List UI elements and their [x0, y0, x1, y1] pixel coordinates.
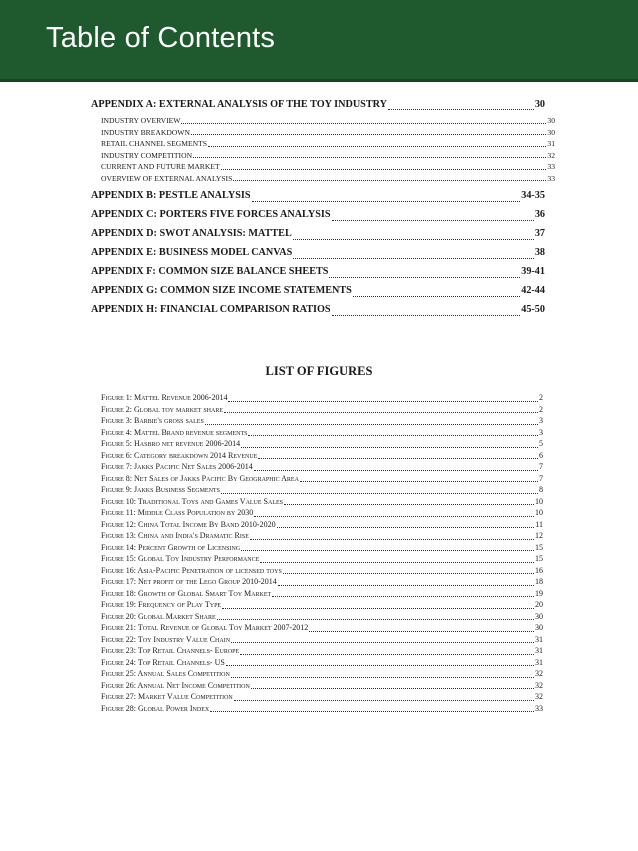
dot-leader	[221, 493, 538, 494]
dot-leader	[228, 401, 538, 402]
dot-leader	[234, 700, 534, 701]
toc-subentry[interactable]	[91, 127, 555, 139]
dot-leader	[226, 665, 534, 666]
dot-leader	[240, 654, 534, 655]
entry-label: APPENDIX B: PESTLE ANALYSIS	[91, 190, 251, 201]
entry-label: Figure 20: Global Market Share	[101, 611, 216, 621]
entry-page: 2	[539, 404, 543, 414]
entry-label: Figure 13: China and India's Dramatic Rise	[101, 531, 249, 540]
figure-entry[interactable]	[101, 645, 543, 657]
figure-entry[interactable]	[101, 542, 543, 554]
entry-page: 32	[535, 692, 543, 701]
table-of-contents	[91, 97, 555, 319]
entry-label: Figure 28: Global Power Index	[101, 703, 210, 713]
entry-label: APPENDIX H: FINANCIAL COMPARISON RATIOS	[91, 304, 331, 315]
entry-page: 3	[539, 427, 543, 437]
dot-leader	[283, 573, 534, 574]
figure-entry[interactable]	[101, 691, 543, 703]
toc-entry-appendix[interactable]	[91, 281, 545, 300]
entry-label: APPENDIX C: PORTERS FIVE FORCES ANALYSIS	[91, 209, 331, 220]
toc-subentry[interactable]	[91, 115, 555, 127]
entry-label: RETAIL CHANNEL SEGMENTS	[101, 139, 207, 148]
dot-leader	[353, 296, 520, 297]
dot-leader	[300, 481, 538, 482]
toc-subentry[interactable]	[91, 173, 555, 185]
page-title: Table of Contents	[46, 22, 276, 54]
entry-page: 31	[535, 634, 543, 644]
dot-leader	[217, 619, 534, 620]
entry-label: CURRENT AND FUTURE MARKET	[101, 162, 220, 171]
figure-entry[interactable]	[101, 404, 543, 416]
dot-leader	[233, 180, 546, 181]
entry-label: Figure 7: Jakks Pacific Net Sales 2006-2014	[101, 462, 253, 471]
dot-leader	[241, 550, 534, 551]
dot-leader	[181, 123, 546, 124]
figure-entry[interactable]	[101, 657, 543, 669]
toc-entry-page: 30	[534, 99, 545, 110]
figure-entry[interactable]	[101, 588, 543, 600]
toc-entry-appendix[interactable]	[91, 186, 545, 205]
entry-page: 15	[535, 542, 543, 552]
entry-page: 33	[547, 173, 555, 183]
toc-appendices	[91, 186, 545, 319]
entry-page: 38	[534, 247, 545, 258]
dot-leader	[332, 315, 521, 316]
entry-label: APPENDIX G: COMMON SIZE INCOME STATEMENTS	[91, 285, 352, 296]
list-of-figures	[101, 392, 543, 714]
dot-leader	[224, 412, 538, 413]
entry-label: OVERVIEW OF EXTERNAL ANALYSIS	[101, 173, 233, 183]
dot-leader	[221, 169, 547, 170]
entry-page: 33	[535, 703, 543, 713]
entry-page: 10	[535, 496, 543, 506]
entry-page: 32	[535, 669, 543, 678]
list-of-figures-title: LIST OF FIGURES	[265, 364, 373, 378]
toc-entry-appendix-a[interactable]	[91, 97, 545, 113]
figure-entry[interactable]	[101, 565, 543, 577]
entry-label: INDUSTRY BREAKDOWN	[101, 127, 190, 137]
entry-label: Figure 22: Toy Industry Value Chain	[101, 634, 231, 644]
dot-leader	[222, 608, 534, 609]
entry-label: Figure 6: Category breakdown 2014 Revenue	[101, 450, 258, 460]
entry-label: Figure 11: Middle Class Population by 2030	[101, 508, 254, 517]
figure-entry[interactable]	[101, 507, 543, 519]
figure-entry[interactable]	[101, 622, 543, 634]
dot-leader	[210, 711, 534, 712]
entry-page: 18	[535, 577, 543, 586]
entry-label: Figure 12: China Total Income By Band 2010-2020	[101, 519, 276, 529]
figure-entry[interactable]	[101, 484, 543, 496]
entry-page: 15	[535, 554, 543, 563]
figure-entry[interactable]	[101, 703, 543, 715]
figure-entry[interactable]	[101, 680, 543, 692]
entry-label: Figure 21: Total Revenue of Global Toy Market 2007-2012	[101, 623, 309, 632]
entry-page: 36	[534, 209, 545, 220]
entry-page: 5	[539, 439, 543, 448]
dot-leader	[193, 157, 546, 158]
dot-leader	[293, 258, 533, 259]
dot-leader	[231, 677, 534, 678]
toc-entry-appendix[interactable]	[91, 205, 545, 224]
header-banner	[0, 0, 638, 82]
figure-entry[interactable]	[101, 611, 543, 623]
dot-leader	[332, 220, 534, 221]
dot-leader	[329, 277, 520, 278]
dot-leader	[309, 631, 534, 632]
figure-entry[interactable]	[101, 392, 543, 404]
dot-leader	[231, 642, 534, 643]
entry-label: Figure 16: Asia-Pacific Penetration of licensed toys	[101, 565, 282, 575]
figure-entry[interactable]	[101, 668, 543, 680]
figure-entry[interactable]	[101, 519, 543, 531]
figure-entry[interactable]	[101, 634, 543, 646]
entry-label: Figure 27: Market Value Competition	[101, 692, 233, 701]
dot-leader	[251, 688, 534, 689]
entry-label: Figure 17: Net profit of the Lego Group 2010-2014	[101, 577, 277, 586]
entry-page: 10	[535, 508, 543, 517]
entry-page: 30	[535, 623, 543, 632]
figure-entry[interactable]	[101, 553, 543, 565]
dot-leader	[208, 146, 546, 147]
entry-label: Figure 26: Annual Net Income Competition	[101, 680, 250, 690]
entry-page: 30	[547, 127, 555, 137]
entry-label: Figure 19: Frequency of Play Type	[101, 600, 222, 609]
entry-page: 31	[535, 657, 543, 667]
entry-label: Figure 5: Hasbro net revenue 2006-2014	[101, 439, 241, 448]
dot-leader	[277, 527, 535, 528]
entry-page: 37	[534, 228, 545, 239]
entry-label: Figure 18: Growth of Global Smart Toy Market	[101, 588, 272, 598]
dot-leader	[241, 447, 538, 448]
entry-label: Figure 25: Annual Sales Competition	[101, 669, 230, 678]
entry-label: APPENDIX D: SWOT ANALYSIS: MATTEL	[91, 228, 292, 239]
entry-page: 12	[535, 531, 543, 540]
entry-page: 31	[535, 646, 543, 655]
entry-page: 32	[547, 150, 555, 160]
figure-entry[interactable]	[101, 599, 543, 611]
dot-leader	[258, 458, 538, 459]
toc-subentry[interactable]	[91, 138, 555, 150]
entry-label: Figure 3: Barbie's gross sales	[101, 416, 204, 425]
dot-leader	[284, 504, 534, 505]
entry-label: APPENDIX F: COMMON SIZE BALANCE SHEETS	[91, 266, 329, 277]
figure-entry[interactable]	[101, 450, 543, 462]
dot-leader	[272, 596, 534, 597]
figure-entry[interactable]	[101, 530, 543, 542]
dot-leader	[248, 435, 538, 436]
figure-entry[interactable]	[101, 415, 543, 427]
entry-label: Figure 1: Mattel Revenue 2006-2014	[101, 393, 228, 402]
entry-page: 3	[539, 416, 543, 425]
entry-page: 8	[539, 485, 543, 494]
entry-page: 30	[547, 116, 555, 125]
entry-label: Figure 23: Top Retail Channels- Europe	[101, 646, 240, 655]
dot-leader	[260, 562, 534, 563]
dot-leader	[293, 239, 534, 240]
dot-leader	[278, 585, 534, 586]
entry-page: 42-44	[521, 285, 545, 296]
entry-page: 7	[539, 473, 543, 483]
entry-page: 45-50	[521, 304, 545, 315]
entry-page: 33	[547, 162, 555, 171]
entry-label: Figure 4: Mattel Brand revenue segments	[101, 427, 248, 437]
figure-entry[interactable]	[101, 438, 543, 450]
toc-subentry[interactable]	[91, 161, 555, 173]
entry-page: 2	[539, 393, 543, 402]
dot-leader	[388, 109, 534, 110]
entry-label: INDUSTRY COMPETITION	[101, 150, 193, 160]
entry-label: APPENDIX E: BUSINESS MODEL CANVAS	[91, 247, 293, 258]
entry-page: 39-41	[521, 266, 545, 277]
toc-entry-appendix[interactable]	[91, 224, 545, 243]
entry-page: 16	[535, 565, 543, 575]
dot-leader	[250, 539, 534, 540]
toc-entry-label: APPENDIX A: EXTERNAL ANALYSIS OF THE TOY INDUSTRY	[91, 99, 387, 110]
toc-entry-appendix[interactable]	[91, 262, 545, 281]
toc-subentries	[91, 115, 555, 184]
entry-label: Figure 24: Top Retail Channels- US	[101, 657, 225, 667]
dot-leader	[254, 470, 538, 471]
figure-entry[interactable]	[101, 461, 543, 473]
dot-leader	[191, 134, 546, 135]
entry-page: 11	[535, 519, 543, 529]
entry-page: 32	[535, 680, 543, 690]
entry-label: Figure 8: Net Sales of Jakks Pacific By Geographic Area	[101, 473, 299, 483]
entry-page: 34-35	[521, 190, 545, 201]
figure-entry[interactable]	[101, 427, 543, 439]
entry-page: 31	[547, 139, 555, 148]
toc-entry-appendix[interactable]	[91, 243, 545, 262]
entry-label: Figure 15: Global Toy Industry Performance	[101, 554, 260, 563]
entry-page: 6	[539, 450, 543, 460]
dot-leader	[205, 424, 538, 425]
figure-entry[interactable]	[101, 496, 543, 508]
entry-label: INDUSTRY OVERVIEW	[101, 116, 181, 125]
entry-page: 19	[535, 588, 543, 598]
entry-label: Figure 10: Traditional Toys and Games Value Sales	[101, 496, 284, 506]
entry-label: Figure 2: Global toy market share	[101, 404, 224, 414]
figure-entry[interactable]	[101, 576, 543, 588]
figure-entry[interactable]	[101, 473, 543, 485]
dot-leader	[254, 516, 534, 517]
entry-page: 7	[539, 462, 543, 471]
toc-entry-appendix[interactable]	[91, 300, 545, 319]
entry-label: Figure 14: Percent Growth of Licensing	[101, 542, 241, 552]
entry-page: 20	[535, 600, 543, 609]
entry-page: 30	[535, 611, 543, 621]
entry-label: Figure 9: Jakks Business Segments	[101, 485, 220, 494]
dot-leader	[252, 201, 521, 202]
toc-subentry[interactable]	[91, 150, 555, 162]
